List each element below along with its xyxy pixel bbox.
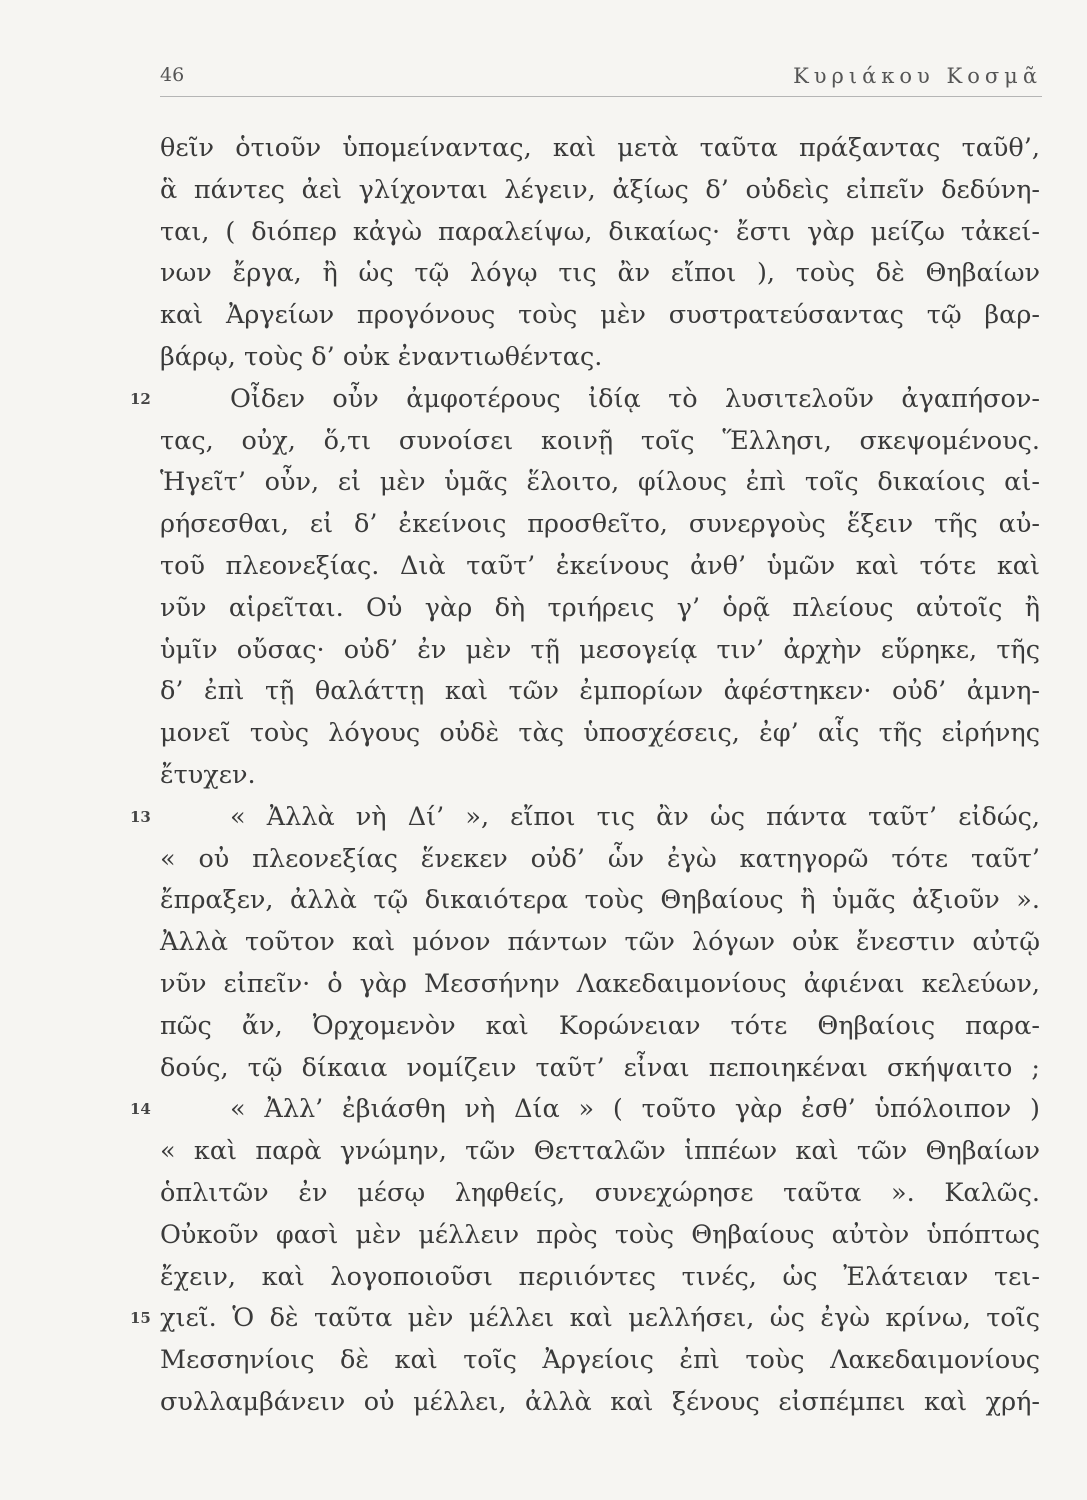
text-line — [160, 880, 1040, 922]
section-number: 15 — [130, 1309, 151, 1328]
line-text: ὁπλιτῶν ἐν μέσῳ ληφθείς, συνεχώρησε ταῦτα ». Καλῶς. — [160, 1177, 1040, 1208]
text-line — [160, 964, 1040, 1006]
text-line — [130, 1089, 1040, 1131]
line-text: « Ἀλλὰ νὴ Δί’ », εἴποι τις ἂν ὡς πάντα ταῦτ’ εἰδώς, — [230, 801, 1040, 832]
page-number: 46 — [160, 64, 185, 86]
line-text: ρήσεσθαι, εἰ δ’ ἐκείνοις προσθεῖτο, συνεργοὺς ἕξειν τῆς αὐ- — [160, 509, 1040, 540]
text-line — [160, 1048, 1040, 1090]
text-line — [160, 337, 1040, 379]
line-text: ται, ( διόπερ κἀγὼ παραλείψω, δικαίως· ἔστι γὰρ μείζω τἀκεί- — [160, 216, 1040, 247]
text-line — [130, 797, 1040, 839]
line-text: Ἀλλὰ τοῦτον καὶ μόνον πάντων τῶν λόγων οὐκ ἔνεστιν αὐτῷ — [160, 927, 1040, 958]
text-line — [160, 588, 1040, 630]
line-text: θεῖν ὁτιοῦν ὑπομείναντας, καὶ μετὰ ταῦτα πράξαντας ταῦθ’, — [160, 133, 1040, 163]
line-text: νῦν εἰπεῖν· ὁ γὰρ Μεσσήνην Λακεδαιμονίους ἀφιέναι κελεύων, — [160, 968, 1040, 999]
line-text: Ἡγεῖτ’ οὖν, εἰ μὲν ὑμᾶς ἕλοιτο, φίλους ἐπὶ τοῖς δικαίοις αἱ- — [160, 467, 1040, 498]
text-line — [160, 671, 1040, 713]
text-line — [160, 1257, 1040, 1299]
text-line — [160, 1382, 1040, 1424]
line-text: καὶ Ἀργείων προγόνους τοὺς μὲν συστρατεύσαντας τῷ βαρ- — [160, 300, 1040, 331]
line-text: νων ἔργα, ἢ ὡς τῷ λόγῳ τις ἂν εἴποι ), τοὺς δὲ Θηβαίων — [160, 258, 1040, 289]
line-text: τοῦ πλεονεξίας. Διὰ ταῦτ’ ἐκείνους ἀνθ’ ὑμῶν καὶ τότε καὶ — [160, 550, 1040, 581]
text-line — [160, 504, 1040, 546]
section-number: 13 — [130, 807, 151, 826]
line-text: μονεῖ τοὺς λόγους οὐδὲ τὰς ὑποσχέσεις, ἐφ’ αἷς τῆς εἰρήνης — [160, 718, 1040, 749]
text-line — [160, 462, 1040, 504]
text-line — [130, 1298, 1040, 1340]
running-head: Κυριάκου Κοσμᾶ — [793, 64, 1042, 88]
line-text: βάρῳ, τοὺς δ’ οὐκ ἐναντιωθέντας. — [160, 341, 603, 372]
line-text: « καὶ παρὰ γνώμην, τῶν Θετταλῶν ἱππέων καὶ τῶν Θηβαίων — [160, 1136, 1040, 1167]
text-line — [160, 1340, 1040, 1382]
section-number: 12 — [130, 389, 151, 408]
line-text: Οἶδεν οὖν ἀμφοτέρους ἰδίᾳ τὸ λυσιτελοῦν ἀγαπήσον- — [230, 383, 1040, 414]
text-line — [160, 295, 1040, 337]
line-text: δ’ ἐπὶ τῇ θαλάττῃ καὶ τῶν ἐμπορίων ἀφέστηκεν· οὐδ’ ἀμνη- — [160, 676, 1040, 707]
line-text: ὑμῖν οὔσας· οὐδ’ ἐν μὲν τῇ μεσογείᾳ τιν’ ἀρχὴν εὕρηκε, τῆς — [160, 634, 1040, 665]
line-text: Οὐκοῦν φασὶ μὲν μέλλειν πρὸς τοὺς Θηβαίους αὐτὸν ὑπόπτως — [160, 1219, 1040, 1250]
text-line — [160, 922, 1040, 964]
text-line — [160, 1215, 1040, 1257]
text-line — [160, 212, 1040, 254]
line-text: « οὐ πλεονεξίας ἕνεκεν οὐδ’ ὧν ἐγὼ κατηγορῶ τότε ταῦτ’ — [160, 843, 1040, 874]
text-line — [160, 1006, 1040, 1048]
line-text: νῦν αἱρεῖται. Οὐ γὰρ δὴ τριήρεις γ’ ὁρᾷ πλείους αὐτοῖς ἢ — [160, 592, 1040, 623]
text-line — [160, 1131, 1040, 1173]
line-text: ἔτυχεν. — [160, 759, 256, 790]
line-text: ἔχειν, καὶ λογοποιοῦσι περιιόντες τινές, ὡς Ἐλάτειαν τει- — [160, 1261, 1040, 1292]
text-line — [160, 839, 1040, 881]
line-text: ἔπραξεν, ἀλλὰ τῷ δικαιότερα τοὺς Θηβαίους ἢ ὑμᾶς ἀξιοῦν ». — [160, 885, 1040, 916]
text-line — [160, 755, 1040, 797]
text-line — [160, 421, 1040, 463]
text-line — [160, 713, 1040, 755]
line-text: πῶς ἄν, Ὀρχομενὸν καὶ Κορώνειαν τότε Θηβαίοις παρα- — [160, 1010, 1040, 1041]
text-line — [130, 379, 1040, 421]
text-line — [160, 128, 1040, 170]
line-text: « Ἀλλ’ ἐβιάσθη νὴ Δία » ( τοῦτο γὰρ ἐσθ’ ὑπόλοιπον ) — [230, 1094, 1040, 1125]
line-text: ἃ πάντες ἀεὶ γλίχονται λέγειν, ἀξίως δ’ οὐδεὶς εἰπεῖν δεδύνη- — [160, 174, 1040, 205]
text-line — [160, 1173, 1040, 1215]
text-line — [160, 546, 1040, 588]
header-rule — [160, 96, 1042, 97]
line-text: Μεσσηνίοις δὲ καὶ τοῖς Ἀργείοις ἐπὶ τοὺς Λακεδαιμονίους — [160, 1345, 1040, 1376]
line-text: δούς, τῷ δίκαια νομίζειν ταῦτ’ εἶναι πεποιηκέναι σκήψαιτο ; — [160, 1052, 1040, 1083]
text-line — [160, 253, 1040, 295]
text-body — [130, 128, 1040, 1424]
text-line — [160, 170, 1040, 212]
text-line — [160, 630, 1040, 672]
page-header — [160, 64, 1042, 96]
line-text: τας, οὐχ, ὅ,τι συνοίσει κοινῇ τοῖς Ἕλλησι, σκεψομένους. — [160, 425, 1040, 456]
line-text: συλλαμβάνειν οὐ μέλλει, ἀλλὰ καὶ ξένους εἰσπέμπει καὶ χρή- — [160, 1386, 1040, 1417]
section-number: 14 — [130, 1100, 151, 1119]
line-text: χιεῖ. Ὁ δὲ ταῦτα μὲν μέλλει καὶ μελλήσει, ὡς ἐγὼ κρίνω, τοῖς — [160, 1303, 1040, 1334]
